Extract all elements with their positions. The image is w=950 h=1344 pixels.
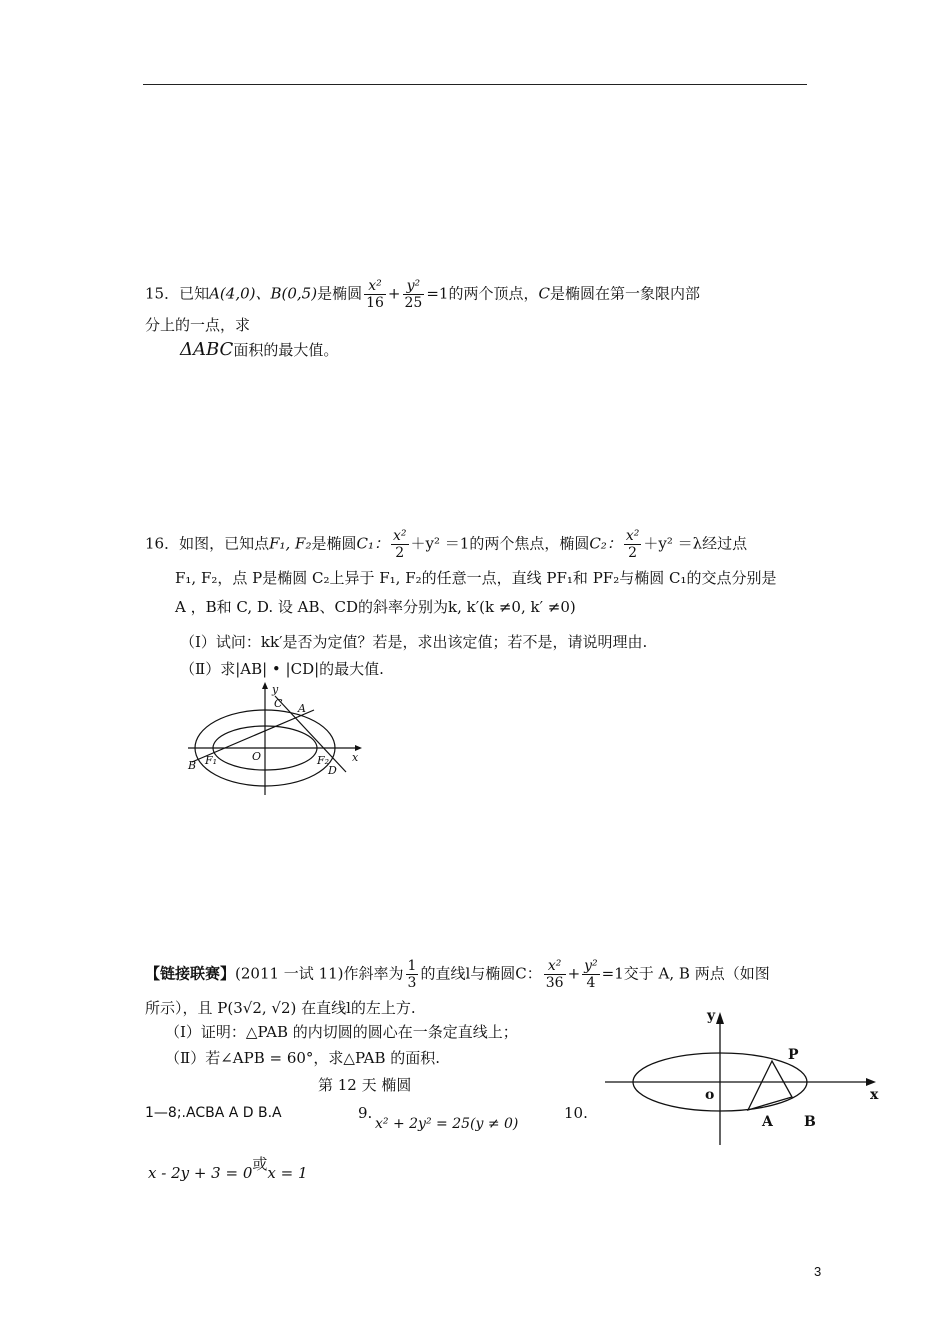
answer-10-label: 10. <box>564 1104 588 1122</box>
fraction-x: $\frac{\text{x²}}{16}$ <box>366 278 384 311</box>
answers-1-8: 1—8;.ACBA A D B.A <box>145 1105 282 1121</box>
line-cd <box>275 696 346 772</box>
answer-10-eq: x - 2y + 3 = 0或x = 1 <box>148 1155 308 1182</box>
fraction-ey: $\frac{\text{y²}}{4}$ <box>584 958 598 991</box>
header-rule <box>143 84 807 85</box>
label-x: x <box>352 751 359 764</box>
link-line2: 所示），且 P(3√2, √2) 在直线l的左上方. <box>145 999 416 1017</box>
label-d: D <box>328 764 337 777</box>
q16-part2: （Ⅱ）求|AB| • |CD|的最大值. <box>180 660 384 678</box>
q15-number: 15．已知 <box>145 284 210 303</box>
label-a: A <box>762 1114 773 1130</box>
link-figure <box>600 1000 890 1150</box>
link-part2: （Ⅱ）若∠APB = 60°，求△PAB 的面积. <box>165 1049 441 1067</box>
q16-part1: （Ⅰ）试问：kk′是否为定值？若是，求出该定值；若不是，请说明理由. <box>180 633 648 651</box>
q16-line3: A ，B和 C, D. 设 AB、CD的斜率分别为k, k′(k ≠0, k′ ≠0) <box>175 598 576 616</box>
q15-line1: 15．已知A(4,0)、B(0,5)是椭圆 $\frac{\text{x²}}{16}$ + $\frac{\text{y²}}{25}$ =1的两个顶点，C是椭圆在第一象限内部 <box>145 278 700 311</box>
q15-points: A(4,0)、B(0,5) <box>209 284 318 303</box>
label-c: C <box>274 697 283 710</box>
page-number: 3 <box>814 1264 822 1279</box>
y-arrow <box>716 1012 724 1024</box>
day-title: 第 12 天 椭圆 <box>318 1076 412 1094</box>
fraction-c1: $\frac{\text{x²}}{2}$ <box>393 528 407 561</box>
triangle-abc: ΔABC <box>180 339 234 360</box>
label-x: x <box>870 1087 879 1103</box>
link-part1: （Ⅰ）证明：△PAB 的内切圆的圆心在一条定直线上； <box>165 1023 518 1041</box>
label-y: y <box>272 683 279 696</box>
link-heading: 【链接联赛】 <box>145 964 236 983</box>
label-f2: F₂ <box>317 754 330 767</box>
label-b: B <box>804 1114 816 1130</box>
label-p: P <box>788 1047 799 1063</box>
q16-line1: 16．如图，已知点F₁, F₂是椭圆C₁： $\frac{\text{x²}}{2}$ ＋y² ＝1的两个焦点，椭圆C₂： $\frac{\text{x²}}{2}$ ＋y² ＝λ经过点 <box>145 528 748 561</box>
q15-line3: ΔABC面积的最大值。 <box>180 339 339 360</box>
answer-9-label: 9. <box>358 1104 373 1122</box>
q16-line2: F₁, F₂，点 P是椭圆 C₂上异于 F₁, F₂的任意一点，直线 PF₁和 PF₂与椭圆 C₁的交点分别是 <box>175 569 777 587</box>
answer-9-eq: x² + 2y² = 25(y ≠ 0) <box>375 1116 519 1132</box>
fraction-slope: $\frac{1}{3}$ <box>407 958 417 991</box>
label-a: A <box>298 702 306 715</box>
label-o: o <box>705 1087 715 1103</box>
fraction-y: $\frac{\text{y²}}{25}$ <box>404 278 423 311</box>
x-arrow <box>866 1078 876 1086</box>
triangle-pab <box>748 1061 792 1110</box>
label-f1: F₁ <box>205 754 218 767</box>
label-o: O <box>252 750 262 763</box>
link-line1: 【链接联赛】(2011 一试 11)作斜率为 $\frac{1}{3}$ 的直线l与椭圆C： $\frac{\text{x²}}{36}$ + $\frac{\text{y²}}{4}$ =1交于 A, B 两点（如图 <box>145 958 770 991</box>
y-arrow <box>262 682 268 689</box>
q15-line2: 分上的一点，求 <box>145 316 251 334</box>
q16-figure <box>180 680 370 805</box>
fraction-ex: $\frac{\text{x²}}{36}$ <box>545 958 564 991</box>
label-y: y <box>707 1008 716 1024</box>
fraction-c2: $\frac{\text{x²}}{2}$ <box>625 528 640 561</box>
label-b: B <box>188 759 197 772</box>
